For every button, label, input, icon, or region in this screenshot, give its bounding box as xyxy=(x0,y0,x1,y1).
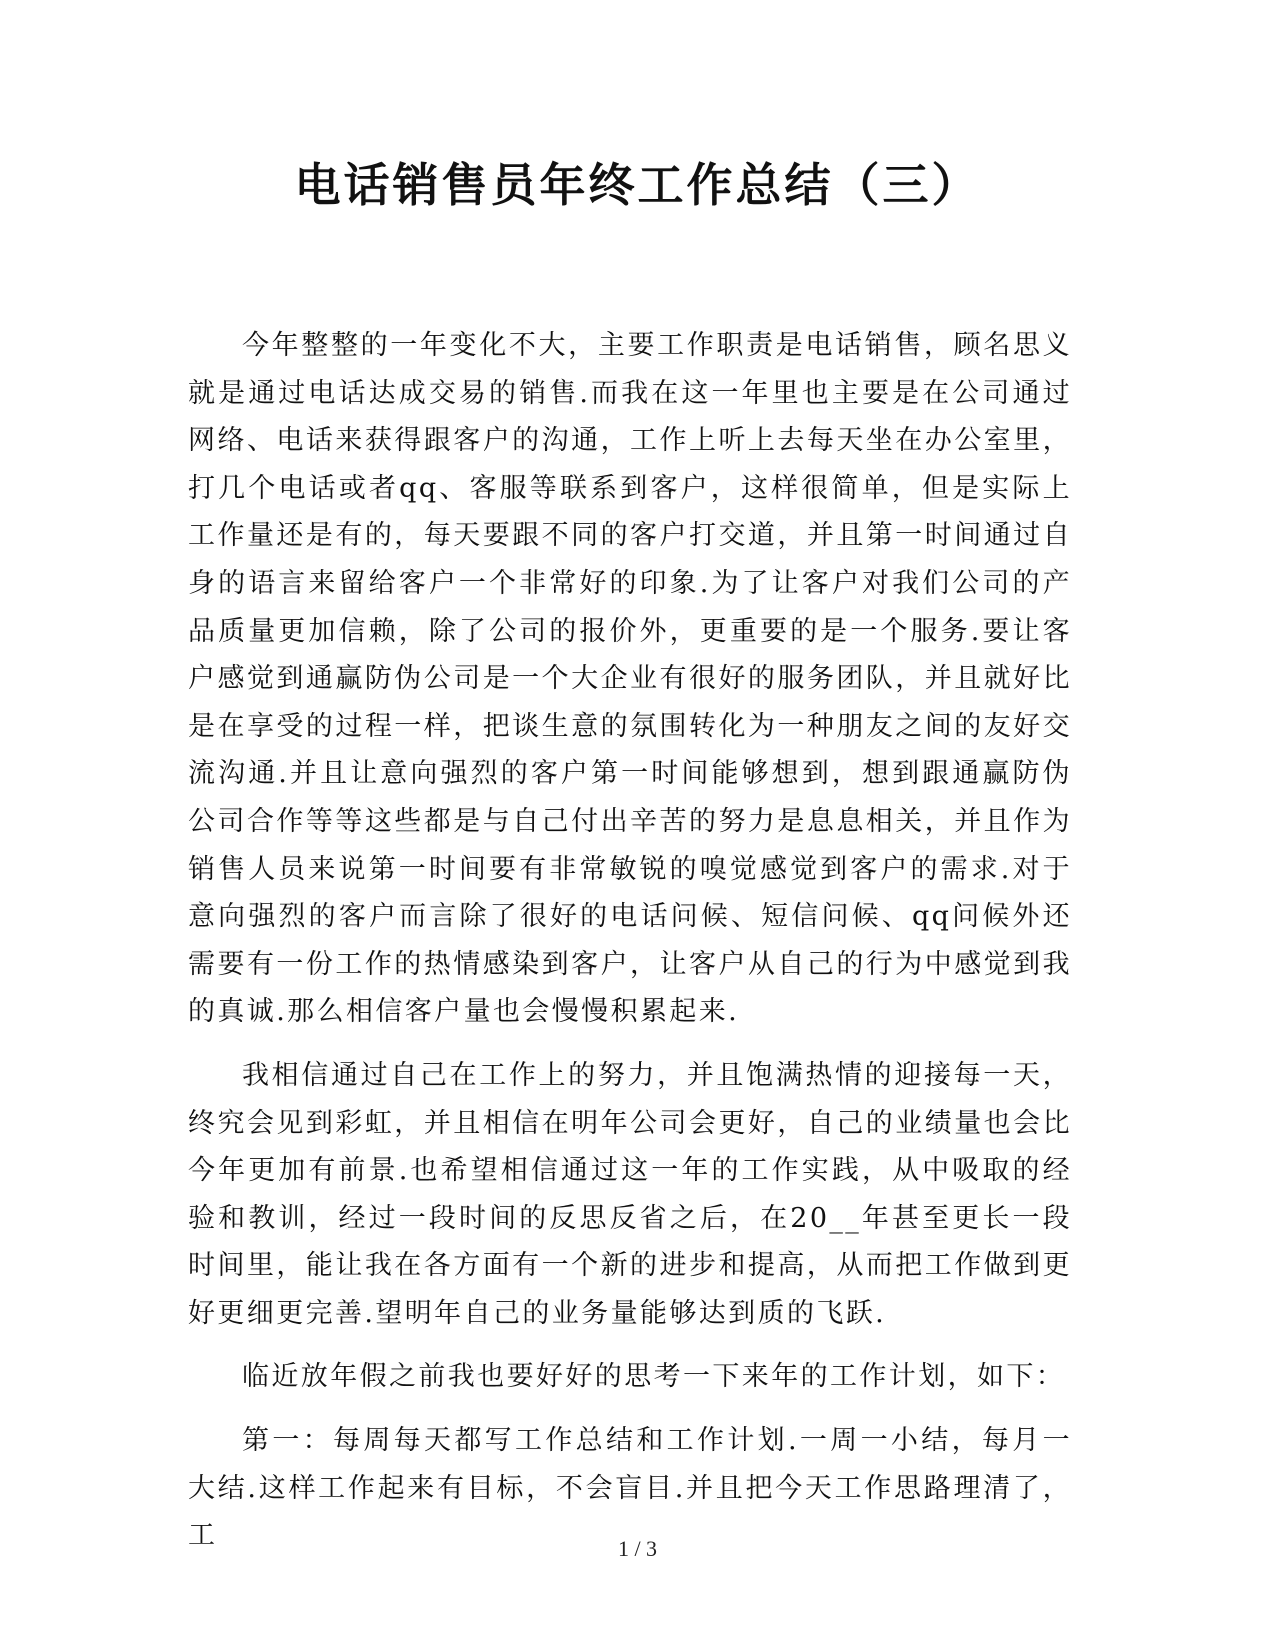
document-body xyxy=(188,322,1072,1576)
paragraph-1: 今年整整的一年变化不大，主要工作职责是电话销售，顾名思义就是通过电话达成交易的销售.而我在这一年里也主要是在公司通过网络、电话来获得跟客户的沟通，工作上听上去每天坐在办公室里，打几个电话或者qq、客服等联系到客户，这样很简单，但是实际上工作量还是有的，每天要跟不同的客户打交道，并且第一时间通过自身的语言来留给客户一个非常好的印象.为了让客户对我们公司的产品质量更加信赖，除了公司的报价外，更重要的是一个服务.要让客户感觉到通赢防伪公司是一个大企业有很好的服务团队，并且就好比是在享受的过程一样，把谈生意的氛围转化为一种朋友之间的友好交流沟通.并且让意向强烈的客户第一时间能够想到，想到跟通赢防伪公司合作等等这些都是与自己付出辛苦的努力是息息相关，并且作为销售人员来说第一时间要有非常敏锐的嗅觉感觉到客户的需求.对于意向强烈的客户而言除了很好的电话问候、短信问候、qq问候外还需要有一份工作的热情感染到客户，让客户从自己的行为中感觉到我的真诚.那么相信客户量也会慢慢积累起来. xyxy=(188,330,1072,1028)
page-number: 1 / 3 xyxy=(617,1536,658,1561)
paragraph-4: 第一：每周每天都写工作总结和工作计划.一周一小结，每月一大结.这样工作起来有目标，不会盲目.并且把今天工作思路理清了，工 xyxy=(188,1425,1072,1552)
paragraph-2: 我相信通过自己在工作上的努力，并且饱满热情的迎接每一天，终究会见到彩虹，并且相信在明年公司会更好，自己的业绩量也会比今年更加有前景.也希望相信通过这一年的工作实践，从中吸取的经验和教训，经过一段时间的反思反省之后，在20__年甚至更长一段时间里，能让我在各方面有一个新的进步和提高，从而把工作做到更好更细更完善.望明年自己的业务量能够达到质的飞跃. xyxy=(188,1059,1072,1329)
paragraph-3: 临近放年假之前我也要好好的思考一下来年的工作计划，如下： xyxy=(242,1361,1066,1393)
document-title: 电话销售员年终工作总结（三） xyxy=(294,158,981,212)
